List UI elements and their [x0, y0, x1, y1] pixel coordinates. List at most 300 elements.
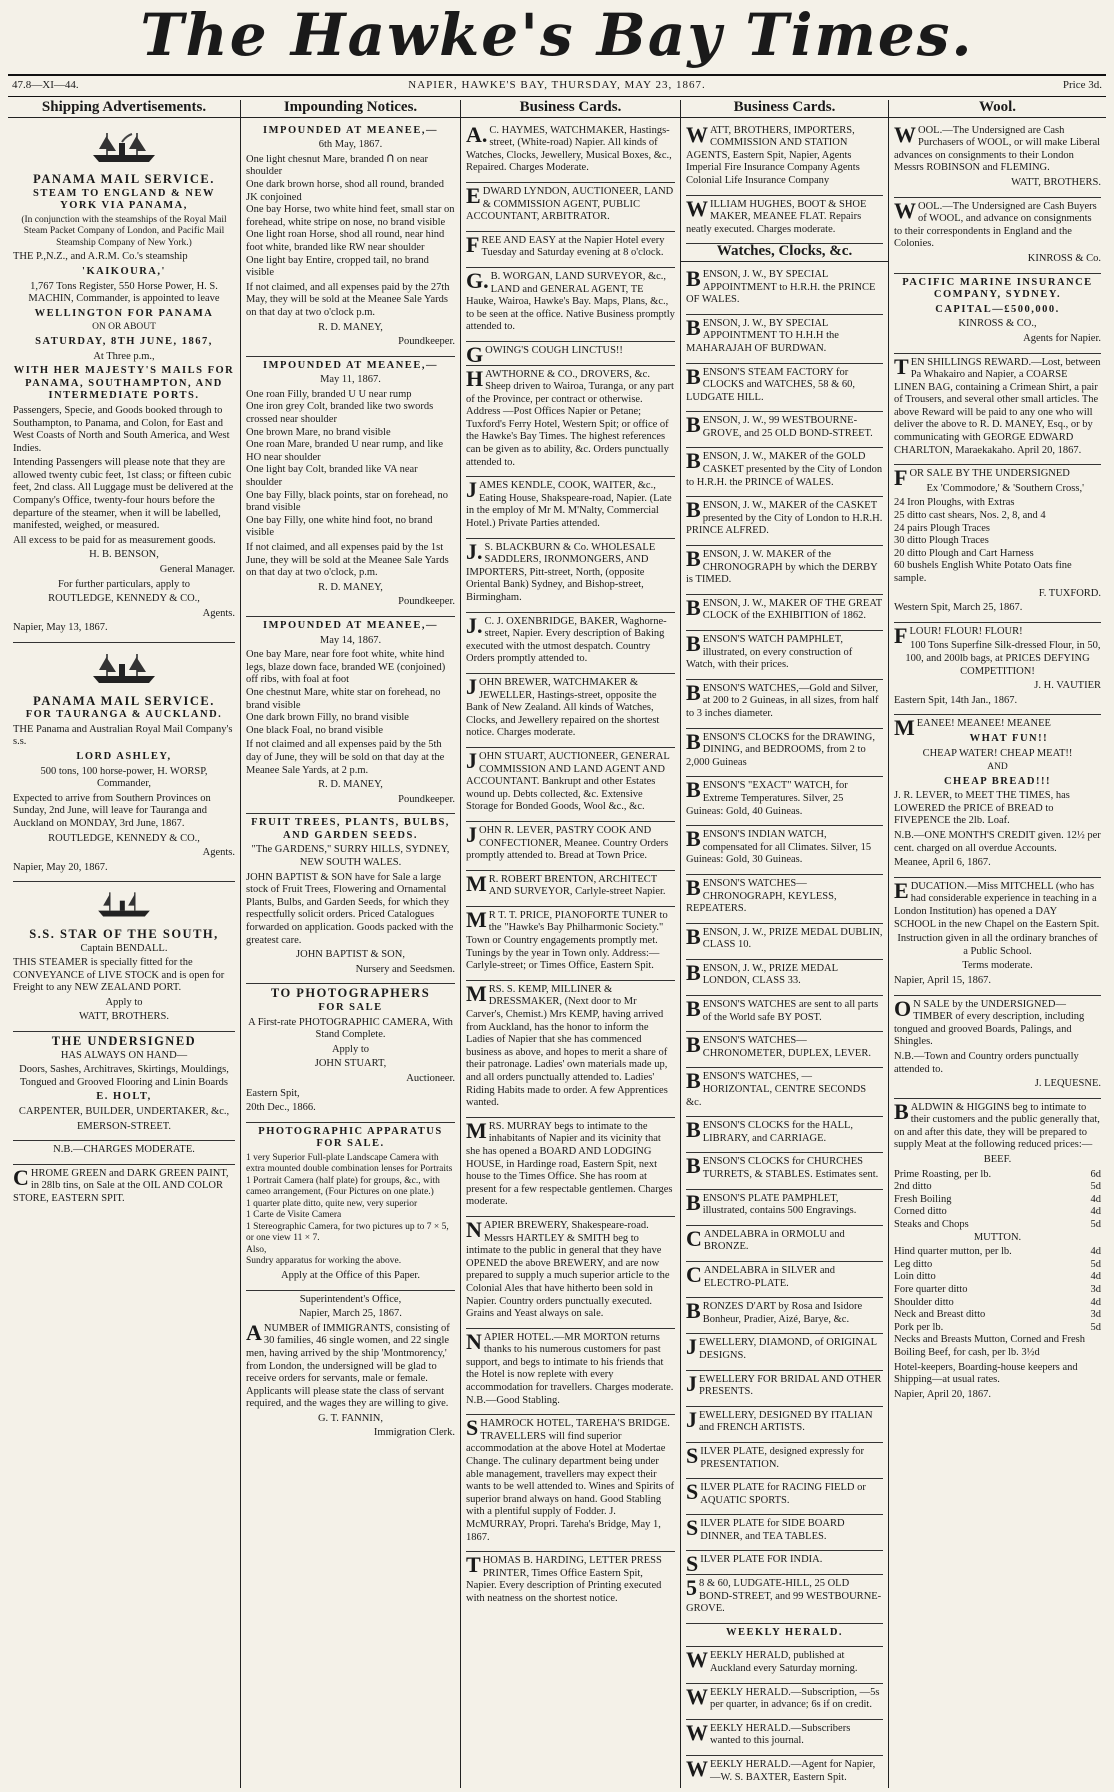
ad-text: GOWING'S COUGH LINCTUS!! [466, 341, 623, 367]
ad-text: Immigration Clerk. [373, 1427, 455, 1439]
ad-text: Instruction given in all the ordinary branches of a Public School. [897, 933, 1098, 957]
ad-date: May 14, 1867. [319, 634, 382, 646]
price-row [894, 1246, 1101, 1259]
ad-text: BENSON'S WATCHES,—Gold and Silver, at 200 to 2 Guineas, in all sizes, from half to 3 inches diameter. [686, 679, 879, 719]
ad-text: Terms moderate. [962, 960, 1033, 972]
benson-ad [686, 777, 883, 826]
ad-text: ANUMBER of IMMIGRANTS, consisting of 30 families, 46 single women, and 22 single men, having arrived by the ship 'Montmorency,' from London, the undersigned will be glad to receive orders for servants, male or female. Applicants will please state the class of servant required, and the wages they are willing to give. [246, 1319, 450, 1410]
ship-name: 'KAIKOURA,' [82, 266, 166, 278]
ad-signature: ROUTLEDGE, KENNEDY & CO., [48, 832, 200, 844]
ad-text: CHROME GREEN and DARK GREEN PAINT, in 28lb tins, on Sale at the OIL AND COLOR STORE, EASTERN SPIT. [13, 1164, 229, 1204]
business-card [466, 822, 675, 871]
column-impounding [240, 100, 460, 1788]
ad-text: WITH HER MAJESTY'S MAILS FOR PANAMA, SOUTHAMPTON, AND INTERMEDIATE PORTS. [13, 365, 235, 402]
benson-ad [686, 266, 883, 315]
ad-text: JAMES KENDLE, COOK, WAITER, &c., Eating House, Shakspeare-road, Napier. (Late in the employ of Mr M. M'Nalty, Commercial Hotel.) Private Parties attended. [466, 477, 672, 530]
wool-ad-2 [894, 198, 1101, 274]
ship-name: LORD ASHLEY, [76, 750, 172, 762]
price-row [894, 1284, 1101, 1297]
ad-title: PHOTOGRAPHIC APPARATUS FOR SALE. [258, 1125, 443, 1150]
ad-list: One bay Mare, near fore foot white, white hind legs, blaze down face, branded WE (conjoined) off ribs, with foal at foot One chestnut Mare, white star on forehead, no brand visible One dark brown Filly, no brand visible One black Foal, no brand visible [246, 649, 446, 736]
price-row [894, 1169, 1101, 1182]
price-row [894, 1309, 1101, 1322]
ad-text: Doors, Sashes, Architraves, Skirtings, Mouldings, Tongued and Grooved Flooring and Linin Boards [19, 1064, 229, 1088]
price-value: 6d [1090, 1168, 1101, 1180]
flour-ad [894, 623, 1101, 716]
steamship-icon [13, 650, 235, 691]
price-item: Loin ditto [894, 1271, 936, 1283]
ad-text: THE P.,N.Z., and A.R.M. Co.'s steamship [13, 251, 188, 263]
benson-ad [686, 680, 883, 729]
ad-list: One light chesnut Mare, branded ᑎ on near shoulder One dark brown horse, shod all round, branded JK conjoined One bay Horse, two white hind feet, small star on forehead, white stripe on nose, no brand visible One light roan Horse, shod all round, near hind foot white, branded like RW near shoulder One light bay Entire, cropped tail, no brand visible [246, 153, 455, 279]
holt-ad [13, 1032, 235, 1141]
ad-text: BENSON, J. W. MAKER of the CHRONOGRAPH by which the DERBY is TIMED. [686, 546, 878, 586]
ad-text: BENSON'S WATCHES—CHRONOMETER, DUPLEX, LEVER. [686, 1032, 871, 1059]
price-item: Pork per lb. [894, 1321, 944, 1333]
business-card [466, 748, 675, 822]
ad-text: BENSON'S INDIAN WATCH, compensated for all Climates. Silver, 15 Guineas: Gold, 30 Guineas. [686, 826, 872, 866]
ad-title: IMPOUNDED AT MEANEE,— [263, 619, 438, 631]
price-row [894, 1206, 1101, 1219]
business-card [466, 907, 675, 981]
weekly-herald-ad [686, 1684, 883, 1720]
benson-ad [686, 1515, 883, 1551]
ad-text: BENSON'S STEAM FACTORY for CLOCKS and WATCHES, 58 & 60, LUDGATE HILL. [686, 363, 856, 403]
ad-text: All excess to be paid for as measurement goods. [13, 534, 216, 546]
ad-text: MR. ROBERT BRENTON, ARCHITECT AND SURVEYOR, Carlyle-street Napier. [466, 870, 666, 898]
business-card [466, 981, 675, 1118]
business-card [466, 871, 675, 907]
ad-text: If not claimed, and all expenses paid by the 27th May, they will be sold at the Meanee Sale Yards on that day at two o'clock p.m. [246, 281, 450, 318]
price-item: Leg ditto [894, 1258, 933, 1270]
benson-ad [686, 1298, 883, 1334]
dateline [8, 74, 1106, 97]
weekly-herald-ad [686, 1624, 883, 1648]
business-card [466, 342, 675, 366]
benson-ad [686, 1153, 883, 1189]
ad-date: Napier, April 15, 1867. [894, 974, 991, 986]
ad-title: FOR SALE BY THE UNDERSIGNED [894, 465, 1070, 491]
ad-text: SILVER PLATE for RACING FIELD or AQUATIC SPORTS. [686, 1479, 866, 1506]
ad-text: WEEKLY HERALD, published at Auckland every Saturday morning. [686, 1647, 858, 1675]
price-item: Shoulder ditto [894, 1296, 954, 1308]
ad-date: May 11, 1867. [320, 374, 381, 386]
ad-text: JOHN BAPTIST & SON have for Sale a large stock of Fruit Trees, Flowering and Ornamental Plants, Bulbs, and Garden Seeds, for which they respectfully solicit orders. Priced Catalogues forwarded on application. Goods packed with the greatest care. [246, 871, 454, 946]
price-item: Corned ditto [894, 1206, 947, 1218]
business-card [466, 232, 675, 268]
ad-text: BENSON, J. W., 99 WESTBOURNE-GROVE, and 25 OLD BOND-STREET. [686, 412, 873, 439]
ad-text: 58 & 60, LUDGATE-HILL, 25 OLD BOND-STREET, and 99 WESTBOURNE-GROVE. [686, 1575, 882, 1615]
ad-text: BENSON, J. W., PRIZE MEDAL LONDON, CLASS 33. [686, 959, 838, 987]
ad-date: Eastern Spit, 14th Jan., 1867. [894, 694, 1018, 706]
price-value: 5d [1090, 1258, 1101, 1270]
ad-text: EDWARD LYNDON, AUCTIONEER, LAND & COMMISSION AGENT, PUBLIC ACCOUNTANT, ARBITRATOR. [466, 182, 674, 223]
ad-text: WEEKLY HERALD.—Subscribers wanted to this journal. [686, 1719, 851, 1747]
benson-ad [686, 546, 883, 595]
steamship-icon [13, 129, 235, 170]
ad-text: SATURDAY, 8TH JUNE, 1867, [35, 335, 213, 347]
ad-text: EDUCATION.—Miss MITCHELL (who has had considerable experience in teaching in a London Institution) has opened a DAY SCHOOL in the new Chapel on the Eastern Spit. [894, 877, 1100, 930]
benson-ad [686, 1117, 883, 1153]
ad-text: BENSON'S WATCH PAMPHLET, illustrated, on every construction of Watch, with their prices. [686, 631, 853, 671]
ad-text: BENSON, J. W., BY SPECIAL APPOINTMENT TO H.H.H the MAHARAJAH OF BURDWAN. [686, 314, 839, 354]
ad-text: 100 Tons Superfine Silk-dressed Flour, in 50, 100, and 200lb bags, at PRICES DEFYING COMPETITION! [905, 640, 1101, 677]
business-card [466, 366, 675, 478]
price-row [894, 1181, 1101, 1194]
ad-text: At Three p.m., [93, 350, 155, 362]
immigrants-ad [246, 1291, 455, 1448]
ad-text: BENSON'S PLATE PAMPHLET, illustrated, contains 500 Engravings. [686, 1189, 857, 1217]
ad-text: BALDWIN & HIGGINS beg to intimate to their customers and the public generally that, on and after this date, they will be prepared to supply Meat at the following reduced prices:— [894, 1098, 1100, 1151]
ad-text: NAPIER BREWERY, Shakespeare-road. Messrs HARTLEY & SMITH beg to intimate to the public in general that they have OPENED the above BREWERY, and are now prepared to supply a much superior article to the Colonial Ales that have hitherto been sold in Napier. Country orders punctually executed. Grains and Yeast always on sale. [466, 1216, 670, 1320]
ad-text: CARPENTER, BUILDER, UNDERTAKER, &c., [18, 1106, 230, 1118]
ad-text: Captain BENDALL. [80, 942, 168, 954]
weekly-herald-ad [686, 1720, 883, 1756]
benson-ad [686, 875, 883, 924]
ad-text: "The GARDENS," SURRY HILLS, SYDNEY, NEW SOUTH WALES. [251, 844, 450, 869]
ad-text: Superintendent's Office, [299, 1293, 402, 1305]
ad-route: STEAM TO ENGLAND & NEW YORK VIA PANAMA, [33, 187, 215, 212]
ad-text: SILVER PLATE for SIDE BOARD DINNER, and TEA TABLES. [686, 1515, 845, 1542]
ad-text: Poundkeeper. [398, 596, 455, 608]
ad-text: WHAT FUN!! [969, 732, 1049, 744]
benson-ad [686, 412, 883, 448]
price-item: Steaks and Chops [894, 1219, 969, 1231]
ad-text: General Manager. [159, 564, 235, 576]
ad-text: MRS. MURRAY begs to intimate to the inhabitants of Napier and its vicinity that she has opened a BOARD AND LODGING HOUSE, in Hardinge road, Eastern Spit, next house to the Times Office. She has room at present for a few respectable gentlemen. Charges moderate. [466, 1117, 673, 1208]
business-card [466, 1552, 675, 1612]
benson-ad [686, 1190, 883, 1226]
benson-ad [686, 1371, 883, 1407]
ad-text: JOHN R. LEVER, PASTRY COOK AND CONFECTIONER, Meanee. Country Orders promptly attended to. Bread at Town Price. [466, 821, 669, 862]
ad-text: FREE AND EASY at the Napier Hotel every Tuesday and Saturday evening at 8 o'clock. [466, 231, 665, 259]
ad-text: BENSON, J. W., MAKER of the GOLD CASKET presented by the City of London to H.R.H. the PRINCE of WALES. [686, 448, 883, 488]
issue-date: NAPIER, HAWKE'S BAY, THURSDAY, MAY 23, 1867. [408, 79, 706, 91]
ad-text: WELLINGTON FOR PANAMA [34, 307, 214, 319]
price-value: 5d [1090, 1219, 1101, 1231]
ad-text: WEEKLY HERALD.—Agent for Napier,—W. S. BAXTER, Eastern Spit. [686, 1756, 876, 1783]
business-card [466, 674, 675, 748]
fruit-trees-ad [246, 814, 455, 984]
benson-ad [686, 1551, 883, 1575]
issue-price: Price 3d. [1062, 79, 1102, 91]
ad-text: Eastern Spit, [246, 1087, 300, 1099]
education-ad [894, 878, 1101, 996]
column-watches [680, 100, 888, 1788]
ad-date: Western Spit, March 25, 1867. [894, 602, 1023, 614]
issue-number: 47.8—XI—44. [12, 79, 79, 91]
column-header: Business Cards. [461, 100, 680, 118]
beef-price-list [894, 1169, 1101, 1232]
business-card [466, 539, 675, 613]
impounded-notice-1 [246, 122, 455, 357]
ad-text: Agents. [202, 607, 235, 619]
benson-ad [686, 1443, 883, 1479]
ad-signature: R. D. MANEY, [318, 779, 383, 791]
ad-date: Napier, March 25, 1867. [299, 1308, 402, 1320]
ad-text: CAPITAL—£500,000. [935, 303, 1060, 315]
ad-signature: WATT, BROTHERS. [79, 1011, 169, 1023]
benson-ad [686, 595, 883, 631]
ad-date: Napier, May 13, 1867. [13, 622, 108, 634]
column-header: Impounding Notices. [241, 100, 460, 118]
ad-text: JOHN STUART, AUCTIONEER, GENERAL COMMISSION AND LAND AGENT AND ACCOUNTANT. Bankrupt and other Estates wound up. Debts collected, &c. Extensive Storage for Bonded Goods, Wool &c., &c. [466, 747, 670, 813]
ad-text: Agents for Napier. [1023, 332, 1101, 344]
ad-text: N.B.—Town and Country orders punctually attended to. [894, 1050, 1079, 1075]
ad-text: BENSON'S WATCHES, — HORIZONTAL, CENTRE SECONDS &c. [686, 1068, 867, 1108]
ad-signature: R. D. MANEY, [318, 581, 383, 593]
ad-text: THIS STEAMER is specially fitted for the CONVEYANCE of LIVE STOCK and is open for Freight to any NEW ZEALAND PORT. [13, 957, 225, 994]
benson-ad [686, 1334, 883, 1370]
ad-text: Hotel-keepers, Boarding-house keepers and Shipping—at usual rates. [894, 1361, 1078, 1386]
ad-title: PANAMA MAIL SERVICE. [33, 172, 215, 187]
charges-note [13, 1141, 235, 1165]
column-header: Business Cards. [681, 100, 888, 118]
ad-text: Apply to [331, 1043, 370, 1055]
column-header: Shipping Advertisements. [8, 100, 240, 118]
price-item: Neck and Breast ditto [894, 1309, 986, 1321]
ad-text: Necks and Breasts Mutton, Corned and Fresh Boiling Beef, for cash, per lb. 3½d [894, 1334, 1086, 1358]
ad-title: S.S. STAR OF THE SOUTH, [29, 926, 219, 941]
ad-text: J.S. BLACKBURN & Co. WHOLESALE SADDLERS, IRONMONGERS, AND IMPORTERS, Pitt-street, North, (opposite Oriental Bank) Sydney, and Bishop-street, Birmingham. [466, 538, 656, 603]
wool-ad-1 [894, 122, 1101, 198]
ad-text: (In conjunction with the steamships of the Royal Mail Steam Packet Company of London, and Pacific Mail Steamship Company of New York.) [21, 214, 227, 248]
ad-text: WOOL.—The Undersigned are Cash Buyers of WOOL, and advance on consignments to their correspondents in England and the Colonies. [894, 197, 1097, 250]
ad-title: FLOUR! FLOUR! FLOUR! [894, 622, 1023, 648]
column-business-cards [460, 100, 680, 1788]
ad-text: WILLIAM HUGHES, BOOT & SHOE MAKER, MEANEE FLAT. Repairs neatly executed. Charges moderate. [686, 195, 867, 235]
ad-text: SILVER PLATE FOR INDIA. [686, 1551, 823, 1577]
ad-signature: F. TUXFORD. [1038, 587, 1101, 599]
benson-ad [686, 1226, 883, 1262]
ad-text: JEWELLERY, DIAMOND, of ORIGINAL DESIGNS. [686, 1334, 877, 1361]
benson-ad [686, 826, 883, 875]
price-row [894, 1297, 1101, 1310]
ad-text: JOHN BREWER, WATCHMAKER & JEWELLER, Hastings-street, opposite the Bank of New Zealand. All kinds of Watches, Clocks, and Jewellery repaired on the shortest notice. Charges moderate. [466, 673, 660, 739]
column-header: Wool. [889, 100, 1106, 118]
steamship-icon [13, 889, 235, 924]
ad-text: BENSON'S CLOCKS for CHURCHES TURRETS, & STABLES. Estimates sent. [686, 1153, 879, 1180]
ad-text: ON OR ABOUT [92, 322, 156, 333]
ad-signature: WATT, BROTHERS. [1011, 176, 1101, 188]
ad-text: Intending Passengers will please note that they are allowed twenty cubic feet, 1st class; or fifteen cubic feet, 2nd class. All Luggage must be delivered at the Company's Office, twenty-four hours before the departure of the steamer, when it will be labelled, manifested, weighed, or measured. [13, 457, 234, 532]
price-value: 5d [1090, 1321, 1101, 1333]
business-card [466, 1217, 675, 1329]
benson-ad [686, 1262, 883, 1298]
column-subheader: Watches, Clocks, &c. [681, 244, 888, 262]
ad-text: BENSON, J. W., MAKER of the CASKET presented by the City of London to H.R.H. PRINCE ALFRED. [686, 497, 883, 537]
price-row [894, 1219, 1101, 1232]
ad-text: 500 tons, 100 horse-power, H. WORSP, Commander, [40, 765, 208, 790]
ad-signature: JOHN STUART, [314, 1058, 387, 1070]
ad-title: WEEKLY HERALD. [725, 1626, 844, 1638]
ad-text: NAPIER HOTEL.—MR MORTON returns thanks to his numerous customers for past support, and begs to intimate to his friends that the Hotel is now replete with every accommodation for travellers. Charges moderate. N.B.—Good Stabling. [466, 1328, 674, 1406]
ad-text: WATT, BROTHERS, IMPORTERS, COMMISSION AND STATION AGENTS, Eastern Spit, Napier, Agents Imperial Fire Insurance Company Agents Colonial Life Insurance Company [686, 121, 860, 186]
business-card [466, 268, 675, 342]
ad-text: JEWELLERY, DESIGNED BY ITALIAN and FRENCH ARTISTS. [686, 1406, 873, 1434]
impounded-notice-3 [246, 617, 455, 814]
price-row [894, 1194, 1101, 1207]
price-item: 2nd ditto [894, 1181, 932, 1193]
ad-text: HAWTHORNE & CO., DROVERS, &c. Sheep driven to Wairoa, Turanga, or any part of the Province, per contract or otherwise. Address —Post Offices Napier or Petane; Tuxford's Ferry Hotel, Western Spit; or office of the Hawke's Bay Times. The highest references can be given as to ability, &c. Orders punctually attended to. [466, 365, 674, 468]
price-value: 3d [1090, 1284, 1101, 1295]
price-value: 4d [1090, 1206, 1101, 1218]
ad-signature: H. B. BENSON, [89, 549, 159, 561]
price-value: 4d [1090, 1246, 1101, 1258]
benson-ad [686, 448, 883, 497]
ad-text: Auctioneer. [406, 1072, 455, 1084]
masthead-title: The Hawke's Bay Times. [140, 1, 974, 69]
ad-text: N.B.—CHARGES MODERATE. [53, 1144, 195, 1156]
pacific-marine-ad [894, 274, 1101, 354]
ad-text: Agents. [202, 847, 235, 859]
price-item: Prime Roasting, per lb. [894, 1168, 992, 1180]
business-card [466, 183, 675, 232]
ad-text: CHEAP WATER! CHEAP MEAT!! [922, 747, 1073, 759]
ad-text: Expected to arrive from Southern Provinces on Sunday, 2nd June, will leave for Tauranga and Auckland on MONDAY, 3rd June, 1867. [13, 792, 211, 829]
ad-text: HAS ALWAYS ON HAND— [60, 1049, 188, 1061]
ad-text: TEN SHILLINGS REWARD.—Lost, between Pa Whakairo and Napier, a COARSE LINEN BAG, containing a Crimean Shirt, a pair of Trousers, and several other small articles. The above Reward will be paid to any one who will deliver the above to R. D. MANEY, Esq., or by communicating with GEORGE EDWARD CHARLTON, Maraekakaho. April 20, 1867. [894, 353, 1101, 456]
ad-text: 1,767 Tons Register, 550 Horse Power, H. S. MACHIN, Commander, is appointed to leave [28, 280, 220, 305]
ad-date: 6th May, 1867. [318, 139, 383, 151]
mutton-price-list [894, 1246, 1101, 1322]
ad-text: Apply to [105, 996, 143, 1008]
ad-title: FRUIT TREES, PLANTS, BULBS, AND GARDEN SEEDS. [251, 817, 450, 841]
price-row [894, 1271, 1101, 1284]
business-card [466, 1329, 675, 1416]
ad-text: JEWELLERY FOR BRIDAL AND OTHER PRESENTS. [686, 1370, 882, 1398]
apparatus-ad [246, 1123, 455, 1291]
reward-ad [894, 354, 1101, 466]
ad-text: CHEAP BREAD!!! [943, 775, 1052, 787]
benson-ad [686, 631, 883, 680]
business-card [466, 1118, 675, 1217]
ad-text: BENSON'S CLOCKS for the HALL, LIBRARY, and CARRIAGE. [686, 1117, 854, 1144]
meanee-bread-ad [894, 715, 1101, 877]
ad-date: Meanee, April 6, 1867. [894, 857, 991, 869]
ad-signature: KINROSS & Co. [1027, 252, 1101, 264]
star-of-the-south-ad [13, 882, 235, 1032]
ad-text: WEEKLY HERALD.—Subscription, —5s per quarter, in advance; 6s if on credit. [686, 1683, 880, 1711]
ad-signature: ROUTLEDGE, KENNEDY & CO., [48, 593, 200, 605]
price-value: 4d [1090, 1296, 1101, 1308]
ad-text: CANDELABRA in ORMOLU and BRONZE. [686, 1225, 845, 1253]
ad-title: TO PHOTOGRAPHERS [270, 986, 431, 1001]
ad-title: IMPOUNDED AT MEANEE,— [263, 124, 438, 136]
column-wool [888, 100, 1106, 1788]
benson-ad [686, 1068, 883, 1117]
business-card [466, 613, 675, 674]
ad-text: Poundkeeper. [398, 336, 455, 348]
weekly-herald-ad [686, 1647, 883, 1683]
ad-text: EMERSON-STREET. [76, 1120, 171, 1132]
benson-ad [686, 1479, 883, 1515]
ad-list: 24 Iron Ploughs, with Extras 25 ditto cast shears, Nos. 2, 8, and 4 24 pairs Plough Traces 30 ditto Plough Traces 20 ditto Plough and Cart Harness 60 bushels English White Potato Oats fine sample. [894, 497, 1072, 584]
benson-ad [686, 1032, 883, 1068]
ad-text: THE Panama and Australian Royal Mail Company's s.s. [13, 723, 233, 748]
ad-text: A.C. HAYMES, WATCHMAKER, Hastings-street, (White-road) Napier. All kinds of Watches, Clocks, Jewellery, Musical Boxes, &c., Repaired. Charges Moderate. [466, 121, 672, 174]
ad-title: IMPOUNDED AT MEANEE,— [263, 359, 438, 371]
price-value: 3d [1090, 1309, 1101, 1321]
ad-text: ON SALE by the UNDERSIGNED—TIMBER of every description, including tongued and grooved Boards, Palings, and Shingles. [894, 995, 1085, 1048]
business-card [466, 477, 675, 538]
price-value: 5d [1090, 1181, 1101, 1193]
panama-mail-ad-1 [13, 122, 235, 643]
chrome-paint-ad [13, 1165, 235, 1213]
ad-signature: G. T. FANNIN, [317, 1412, 384, 1424]
benson-ad [686, 924, 883, 960]
benson-ad [686, 1575, 883, 1624]
benson-ad [686, 315, 883, 364]
ad-text: BENSON'S "EXACT" WATCH, for Extreme Temperatures. Silver, 25 Guineas: Gold, 40 Guineas. [686, 777, 848, 817]
ad-date: Napier, April 20, 1867. [894, 1388, 991, 1400]
ad-text: Poundkeeper. [398, 793, 455, 805]
ad-text: J.C. J. OXENBRIDGE, BAKER, Waghorne-street, Napier. Every description of Baking executed with the utmost despatch. Country Orders promptly attended to. [466, 612, 667, 665]
ad-signature: R. D. MANEY, [318, 321, 383, 333]
ad-text: BENSON, J. W., MAKER OF THE GREAT CLOCK of the EXHIBITION of 1862. [686, 594, 882, 622]
business-card [466, 122, 675, 183]
ad-title: PACIFIC MARINE INSURANCE COMPANY, SYDNEY. [902, 276, 1093, 301]
ad-signature: E. HOLT, [96, 1091, 152, 1103]
ad-text: J. R. LEVER, to MEET THE TIMES, has LOWERED the PRICE of BREAD to FIVEPENCE the 2lb. Loaf. [894, 790, 1070, 827]
columns [8, 100, 1106, 1788]
ad-subheading: MUTTON. [973, 1231, 1022, 1243]
ad-text: Nursery and Seedsmen. [355, 963, 455, 975]
ad-subheading: BEEF. [983, 1154, 1012, 1166]
price-row [894, 1322, 1101, 1335]
ad-text: If not claimed and all expenses paid by the 5th day of June, they will be sold on that day at the Meanee Sale Yards, at 2 p.m. [246, 739, 445, 776]
ad-text: N.B.—ONE MONTH'S CREDIT given. 12½ per cent. charged on all overdue Accounts. [894, 830, 1101, 854]
price-value: 4d [1090, 1193, 1101, 1205]
ad-text: CANDELABRA in SILVER and ELECTRO-PLATE. [686, 1261, 836, 1289]
price-value: 4d [1090, 1271, 1101, 1283]
panama-mail-ad-2 [13, 643, 235, 882]
ad-text: WOOL.—The Undersigned are Cash Purchasers of WOOL, or will make Liberal advances on consignments to their London Messrs ROBINSON and FLEMING. [894, 121, 1101, 174]
price-item: Fresh Boiling [894, 1193, 952, 1205]
ad-text: Passengers, Specie, and Goods booked through to Southampton, to Panama, and Colon, for East and West Coasts of North and South America, and West Indies. [13, 404, 230, 454]
benson-ad [686, 960, 883, 996]
column-shipping [8, 100, 240, 1788]
ad-text: Apply at the Office of this Paper. [281, 1269, 420, 1281]
ad-signature: KINROSS & CO., [958, 318, 1037, 330]
ad-text: MRS. S. KEMP, MILLINER & DRESSMAKER, (Next door to Mr Carver's, Chemist.) Mrs KEMP, having arrived from Auckland, has the honor to inform the Ladies of Napier that she has commenced business as above, and hopes to merit a share of their patronage. Ladies' own materials made up, and all orders punctually attended to. Ladies' Riding Habits made to order. A few Apprentices wanted. [466, 980, 668, 1109]
ad-list: One roan Filly, branded U U near rump One iron grey Colt, branded like two swords crossed near shoulder One brown Mare, no brand visible One roan Mare, branded U near rump, and like HO near shoulder One light bay Colt, branded like VA near shoulder One bay Filly, black points, star on forehead, no brand visible One bay Filly, one white hind foot, no brand visible [246, 388, 448, 539]
ad-text: MR T. T. PRICE, PIANOFORTE TUNER to the "Hawke's Bay Philharmonic Society." Town or Country engagements promptly met. Tunings by the year in Town only. Address:—Carlyle-street; or Times Office, Eastern Spit. [466, 906, 668, 972]
benson-ad [686, 729, 883, 778]
ad-title: PANAMA MAIL SERVICE. [33, 693, 215, 708]
weekly-herald-ad [686, 1756, 883, 1788]
butcher-ad [894, 1099, 1101, 1409]
business-card [686, 196, 883, 245]
ad-title: MEANEE! MEANEE! MEANEE [894, 715, 1051, 741]
ad-text: BRONZES D'ART by Rosa and Isidore Bonheur, Pradier, Aizé, Barye, &c. [686, 1298, 863, 1325]
ad-text: FOR SALE [318, 1002, 383, 1013]
ad-text: G.B. WORGAN, LAND SURVEYOR, &c., LAND and GENERAL AGENT, TE Hauke, Wairoa, Hawke's Bay. Maps, Plans, &c., to be seen at the office. Native Business promptly attended to. [466, 267, 675, 333]
ad-list: 1 very Superior Full-plate Landscape Camera with extra mounted double combination lenses for Portraits 1 Portrait Camera (half plate) for groups, &c., with cameo arrangement, (Four Pictures on one plate.) 1 quarter plate ditto, quite new, very superior 1 Carte de Visite Camera 1 Stereographic Camera, for two pictures up to 7 × 5, or one view 11 × 7. Also, Sundry apparatus for working the above. [246, 1152, 453, 1267]
ad-text: THOMAS B. HARDING, LETTER PRESS PRINTER, Times Office Eastern Spit, Napier. Every description of Printing executed with neatness on the shortest notice. [466, 1552, 662, 1604]
ad-date: Napier, May 20, 1867. [13, 861, 108, 873]
ad-text: SILVER PLATE, designed expressly for PRESENTATION. [686, 1442, 865, 1470]
ad-signature: J. H. VAUTIER [1034, 680, 1101, 692]
ad-text: Ex 'Commodore,' & 'Southern Cross,' [926, 482, 1084, 494]
ad-route: FOR TAURANGA & AUCKLAND. [25, 709, 223, 721]
business-card [466, 1415, 675, 1552]
ad-text: BENSON, J. W., PRIZE MEDAL DUBLIN, CLASS 10. [686, 923, 883, 951]
ad-text: If not claimed, and all expenses paid by the 1st June, they will be sold at the Meanee Sale Yards on that day at two o'clock, p.m. [246, 542, 449, 579]
ad-text: BENSON'S WATCHES—CHRONOGRAPH, KEYLESS, REPEATERS. [686, 874, 837, 915]
ad-text: SHAMROCK HOTEL, TAREHA'S BRIDGE. TRAVELLERS will find superior accommodation at the above Hotel at Modertae Change. The culinary department being under able management, travellers may expect their wants to be well attended to. Wines and Spirits of superior brand always on hand. Good Stabling with a plentiful supply of Fodder. J. McMURRAY, Propri. Tareha's Bridge, May 1, 1867. [466, 1415, 675, 1543]
ad-signature: J. LEQUESNE. [1034, 1078, 1101, 1090]
